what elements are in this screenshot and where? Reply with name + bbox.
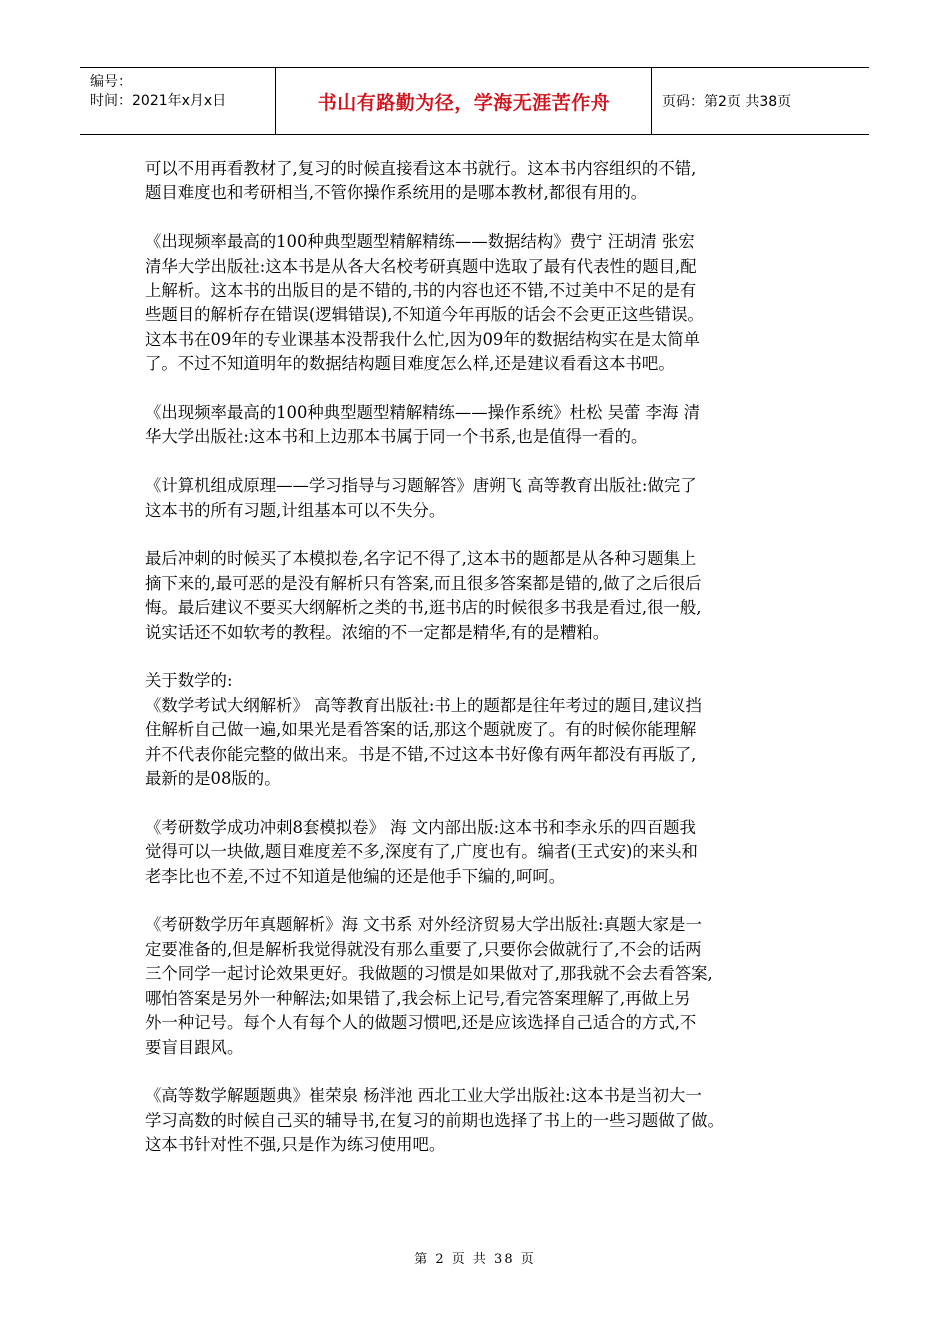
paragraph-line: 《考研数学历年真题解析》海 文书系 对外经济贸易大学出版社:真题大家是一 [145,915,702,935]
header-meta [80,68,276,134]
paragraph-line: 说实话还不如软考的教程。浓缩的不一定都是精华,有的是糟粕。 [145,622,610,642]
paragraph-line: 悔。最后建议不要买大纲解析之类的书,逛书店的时候很多书我是看过,很一般, [145,598,702,618]
paragraph [145,157,825,206]
paragraph [145,401,825,450]
paragraph [145,230,825,376]
paragraph-line: 三个同学一起讨论效果更好。我做题的习惯是如果做对了,那我就不会去看答案, [145,964,713,984]
paragraph-line: 《考研数学成功冲刺8套模拟卷》 海 文内部出版:这本书和李永乐的四百题我 [145,817,696,837]
paragraph-line: 这本书的所有习题,计组基本可以不失分。 [145,500,446,520]
paragraph-line: 老李比也不差,不过不知道是他编的还是他手下编的,呵呵。 [145,866,566,886]
paragraph [145,913,825,1059]
paragraph-line: 觉得可以一块做,题目难度差不多,深度有了,广度也有。编者(王式安)的来头和 [145,842,698,862]
paragraph-line: 了。不过不知道明年的数据结构题目难度怎么样,还是建议看看这本书吧。 [145,354,675,374]
paragraph-line: 《出现频率最高的100种典型题型精解精练——操作系统》杜松 吴蕾 李海 清 [145,403,701,423]
paragraph [145,547,825,645]
paragraph-line: 《出现频率最高的100种典型题型精解精练——数据结构》费宁 汪胡清 张宏 [145,232,695,252]
paragraph-line: 最新的是08版的。 [145,769,281,789]
document-date: 时间：2021年x月x日 [90,93,227,109]
page-footer: 第 2 页 共 38 页 [414,1252,536,1267]
paragraph [145,669,825,791]
paragraph-line: 并不代表你能完整的做出来。书是不错,不过这本书好像有两年都没有再版了, [145,744,697,764]
paragraph-line: 上解析。这本书的出版目的是不错的,书的内容也还不错,不过美中不足的是有 [145,281,697,301]
paragraph-line: 《数学考试大纲解析》 高等教育出版社:书上的题都是往年考过的题目,建议挡 [145,695,702,715]
header-page-info: 页码：第2页 共38页 [662,94,792,110]
paragraph [145,474,825,523]
paragraph-line: 要盲目跟风。 [145,1037,244,1057]
page-header [80,67,869,135]
paragraph-line: 可以不用再看教材了,复习的时候直接看这本书就行。这本书内容组织的不错, [145,159,697,178]
paragraph-line: 这本书在09年的专业课基本没帮我什么忙,因为09年的数据结构实在是太简单 [145,329,701,349]
paragraph-line: 关于数学的: [145,671,233,691]
paragraph-line: 清华大学出版社:这本书是从各大名校考研真题中选取了最有代表性的题目,配 [145,256,697,276]
header-motto: 书山有路勤为径，学海无涯苦作舟 [277,68,652,134]
paragraph-line: 学习高数的时候自己买的辅导书,在复习的前期也选择了书上的一些习题做了做。 [145,1110,724,1130]
paragraph-line: 《计算机组成原理——学习指导与习题解答》唐朔飞 高等教育出版社:做完了 [145,476,697,496]
paragraph-line: 哪怕答案是另外一种解法;如果错了,我会标上记号,看完答案理解了,再做上另 [145,988,691,1008]
paragraph [145,1084,825,1157]
paragraph-line: 华大学出版社:这本书和上边那本书属于同一个书系,也是值得一看的。 [145,427,648,447]
paragraph-line: 《高等数学解题题典》崔荣泉 杨泮池 西北工业大学出版社:这本书是当初大一 [145,1086,702,1106]
paragraph-line: 些题目的解析存在错误(逻辑错误),不知道今年再版的话会不会更正这些错误。 [145,305,704,325]
paragraph [145,816,825,889]
paragraph-line: 外一种记号。每个人有每个人的做题习惯吧,还是应该选择自己适合的方式,不 [145,1013,697,1033]
document-number-label: 编号： [90,74,132,90]
paragraph-line: 这本书针对性不强,只是作为练习使用吧。 [145,1135,446,1155]
paragraph-line: 定要准备的,但是解析我觉得就没有那么重要了,只要你会做就行了,不会的话两 [145,939,702,959]
paragraph-line: 题目难度也和考研相当,不管你操作系统用的是哪本教材,都很有用的。 [145,183,648,203]
paragraph-line: 最后冲刺的时候买了本模拟卷,名字记不得了,这本书的题都是从各种习题集上 [145,549,697,569]
paragraph-line: 住解析自己做一遍,如果光是看答案的话,那这个题就废了。有的时候你能理解 [145,720,697,740]
document-body [145,157,825,1182]
paragraph-line: 摘下来的,最可恶的是没有解析只有答案,而且很多答案都是错的,做了之后很后 [145,573,702,593]
